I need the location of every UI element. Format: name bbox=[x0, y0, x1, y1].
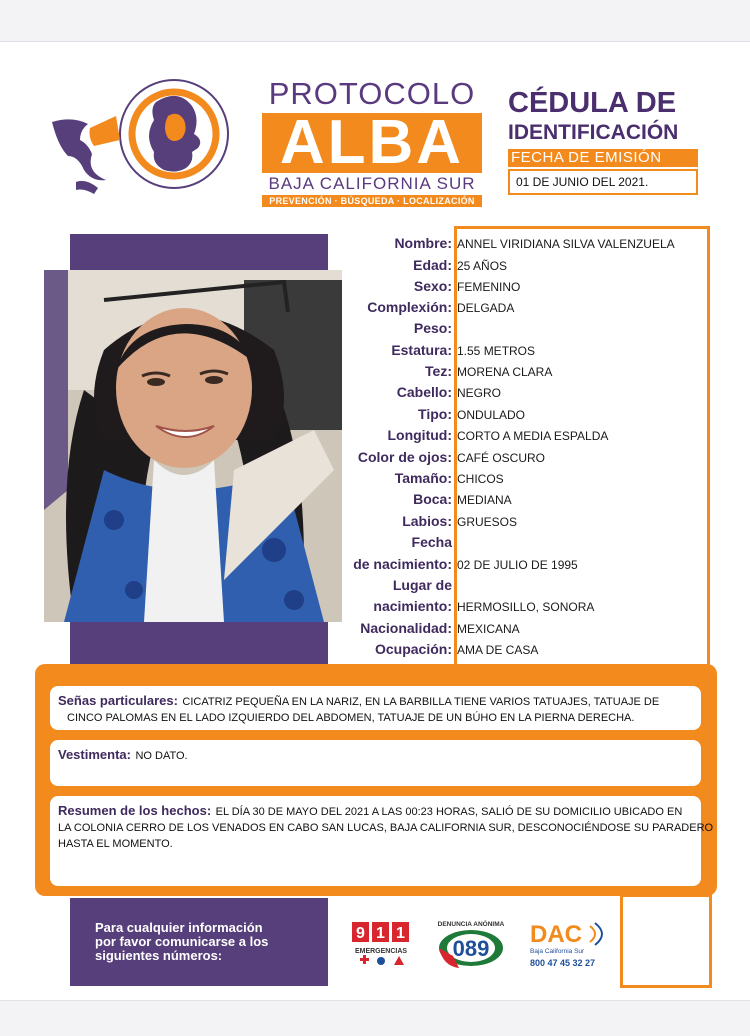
resumen-line3: HASTA EL MOMENTO. bbox=[58, 838, 173, 850]
field-value: CHICOS bbox=[457, 472, 504, 486]
field-row bbox=[330, 576, 710, 598]
anon-number: 089 bbox=[452, 936, 490, 961]
field-row bbox=[330, 533, 710, 555]
senas-box bbox=[50, 686, 701, 730]
field-row bbox=[330, 277, 710, 299]
footer-frame bbox=[620, 894, 712, 988]
field-value: FEMENINO bbox=[457, 280, 521, 294]
field-label: Fecha bbox=[411, 534, 452, 550]
resumen-line2: LA COLONIA CERRO DE LOS VENADOS EN CABO SAN LUCAS, BAJA CALIFORNIA SUR, DESCONOCIÉNDOSE SU PARADERO bbox=[58, 822, 714, 834]
field-value: CAFÉ OSCURO bbox=[457, 451, 546, 465]
field-value: MEXICANA bbox=[457, 622, 520, 636]
anon-label: DENUNCIA ANÓNIMA bbox=[437, 921, 505, 928]
contact-line3: siguientes números: bbox=[95, 948, 223, 963]
field-value: NEGRO bbox=[457, 386, 502, 400]
field-label: Cabello: bbox=[396, 384, 452, 400]
senas-line1: CICATRIZ PEQUEÑA EN LA NARIZ, EN LA BARBILLA TIENE VARIOS TATUAJES, TATUAJE DE bbox=[182, 696, 660, 708]
field-row bbox=[330, 490, 710, 512]
field-label: Ocupación: bbox=[374, 641, 452, 657]
details-section bbox=[35, 664, 717, 896]
field-row bbox=[330, 640, 710, 662]
region-text: BAJA CALIFORNIA SUR bbox=[268, 174, 476, 193]
contact-line2: por favor comunicarse a los bbox=[95, 934, 269, 949]
emergency-911-logo bbox=[350, 920, 412, 970]
field-label: Longitud: bbox=[387, 427, 452, 443]
protocolo-alba-emblem-icon bbox=[46, 72, 236, 202]
field-row bbox=[330, 383, 710, 405]
field-value: 1.55 METROS bbox=[457, 344, 536, 358]
field-label: Tez: bbox=[425, 363, 452, 379]
fecha-emision-label: FECHA DE EMISIÓN bbox=[508, 149, 698, 167]
field-label: Lugar de bbox=[392, 577, 452, 593]
emergency-label: EMERGENCIAS bbox=[354, 948, 408, 955]
field-value: ANNEL VIRIDIANA SILVA VALENZUELA bbox=[457, 237, 675, 251]
missing-person-photo bbox=[44, 270, 342, 622]
bottom-margin bbox=[0, 1000, 750, 1036]
field-row bbox=[330, 597, 710, 619]
field-row bbox=[330, 405, 710, 427]
field-value: HERMOSILLO, SONORA bbox=[457, 600, 595, 614]
field-value: MORENA CLARA bbox=[457, 365, 553, 379]
field-label: nacimiento: bbox=[373, 598, 452, 614]
vestimenta-box bbox=[50, 740, 701, 786]
cedula-header bbox=[508, 88, 708, 195]
vestimenta-label: Vestimenta: bbox=[58, 747, 131, 762]
contact-text bbox=[95, 921, 310, 963]
field-row bbox=[330, 256, 710, 278]
protocolo-text: PROTOCOLO bbox=[268, 76, 476, 111]
protocolo-alba-logo bbox=[262, 78, 482, 207]
field-row bbox=[330, 341, 710, 363]
field-label: de nacimiento: bbox=[353, 556, 452, 572]
field-label: Labios: bbox=[402, 513, 452, 529]
resumen-box bbox=[50, 796, 714, 886]
dac-phone: 800 47 45 32 27 bbox=[530, 958, 596, 968]
field-label: Nacionalidad: bbox=[360, 620, 452, 636]
field-value: 02 DE JULIO DE 1995 bbox=[457, 558, 578, 572]
field-label: Tamaño: bbox=[394, 470, 452, 486]
field-label: Peso: bbox=[413, 320, 452, 336]
contact-line1: Para cualquier información bbox=[95, 920, 263, 935]
resumen-label: Resumen de los hechos: bbox=[58, 803, 212, 818]
vestimenta-value: NO DATO. bbox=[135, 750, 188, 762]
svg-text:1: 1 bbox=[396, 925, 405, 942]
field-row bbox=[330, 234, 710, 256]
field-label: Edad: bbox=[413, 257, 452, 273]
senas-label: Señas particulares: bbox=[58, 693, 178, 708]
field-label: Color de ojos: bbox=[357, 449, 452, 465]
field-label: Estatura: bbox=[391, 342, 452, 358]
dac-region: Baja California Sur bbox=[530, 948, 585, 955]
field-label: Sexo: bbox=[413, 278, 452, 294]
field-label: Tipo: bbox=[418, 406, 452, 422]
field-row bbox=[330, 298, 710, 320]
field-row bbox=[330, 619, 710, 641]
resumen-line1: EL DÍA 30 DE MAYO DEL 2021 A LAS 00:23 HORAS, SALIÓ DE SU DOMICILIO UBICADO EN bbox=[215, 806, 683, 818]
field-row bbox=[330, 555, 710, 577]
alba-text: ALBA bbox=[262, 113, 482, 173]
cedula-title-line1: CÉDULA DE bbox=[508, 87, 677, 119]
tagline-text: PREVENCIÓN · BÚSQUEDA · LOCALIZACIÓN bbox=[262, 195, 482, 207]
field-value: CORTO A MEDIA ESPALDA bbox=[457, 429, 609, 443]
field-row bbox=[330, 512, 710, 534]
svg-text:9: 9 bbox=[356, 925, 365, 942]
field-value: DELGADA bbox=[457, 301, 515, 315]
field-row bbox=[330, 362, 710, 384]
senas-line2: CINCO PALOMAS EN EL LADO IZQUIERDO DEL ABDOMEN, TATUAJE DE UN BÚHO EN LA PIERNA DERECHA. bbox=[67, 712, 635, 724]
field-value: ONDULADO bbox=[457, 408, 526, 422]
field-label: Boca: bbox=[413, 491, 452, 507]
field-row bbox=[330, 448, 710, 470]
dac-logo bbox=[528, 918, 612, 970]
field-value: MEDIANA bbox=[457, 493, 512, 507]
field-row bbox=[330, 469, 710, 491]
dac-name: DAC bbox=[530, 921, 582, 948]
field-value: AMA DE CASA bbox=[457, 643, 539, 657]
cedula-title-line2: IDENTIFICACIÓN bbox=[508, 121, 679, 144]
field-label: Nombre: bbox=[394, 235, 452, 251]
field-label: Complexión: bbox=[367, 299, 452, 315]
field-row bbox=[330, 426, 710, 448]
denuncia-anonima-089-logo bbox=[437, 918, 505, 970]
svg-text:1: 1 bbox=[376, 925, 385, 942]
field-value: GRUESOS bbox=[457, 515, 518, 529]
top-margin bbox=[0, 0, 750, 42]
field-row bbox=[330, 319, 710, 341]
fecha-emision-value: 01 DE JUNIO DEL 2021. bbox=[508, 169, 698, 195]
field-value: 25 AÑOS bbox=[457, 259, 508, 273]
